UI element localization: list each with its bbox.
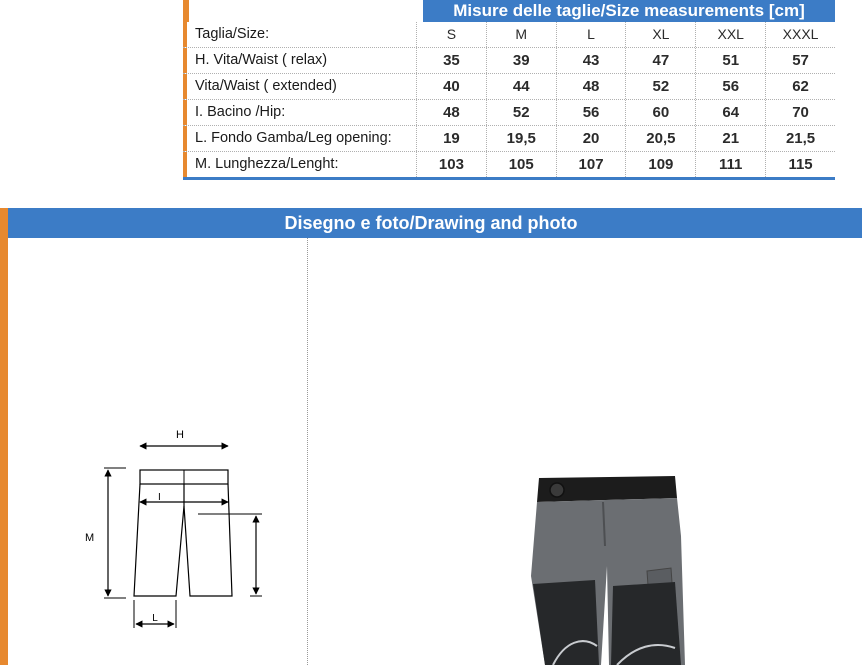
value-cell: 40 bbox=[416, 74, 486, 99]
right-knee-panel bbox=[611, 582, 681, 665]
value-cell: 21,5 bbox=[765, 126, 835, 151]
table-row bbox=[183, 74, 835, 100]
label-h: H bbox=[176, 429, 184, 441]
row-label: Vita/Waist ( extended) bbox=[183, 74, 416, 99]
trousers-photo bbox=[525, 476, 695, 665]
accent-bar bbox=[0, 238, 8, 665]
left-knee-panel bbox=[533, 580, 599, 665]
value-cell: 21 bbox=[695, 126, 765, 151]
size-cell: M bbox=[486, 22, 556, 47]
size-table bbox=[183, 0, 835, 180]
belt-buckle bbox=[550, 483, 564, 497]
value-cell: 57 bbox=[765, 48, 835, 73]
size-cell: XXXL bbox=[765, 22, 835, 47]
row-label: L. Fondo Gamba/Leg opening: bbox=[183, 126, 416, 151]
table-row bbox=[183, 152, 835, 180]
value-cell: 43 bbox=[556, 48, 626, 73]
value-cell: 105 bbox=[486, 152, 556, 177]
trousers-drawing bbox=[70, 416, 270, 646]
value-cell: 19,5 bbox=[486, 126, 556, 151]
table-row bbox=[183, 100, 835, 126]
label-m: M bbox=[85, 532, 95, 544]
size-row bbox=[183, 22, 835, 48]
value-cell: 115 bbox=[765, 152, 835, 177]
value-cell: 44 bbox=[486, 74, 556, 99]
value-cell: 48 bbox=[556, 74, 626, 99]
row-label: Taglia/Size: bbox=[183, 22, 416, 47]
value-cell: 35 bbox=[416, 48, 486, 73]
value-cell: 48 bbox=[416, 100, 486, 125]
size-table-title: Misure delle taglie/Size measurements [cm] bbox=[453, 1, 805, 20]
table-row bbox=[183, 48, 835, 74]
value-cell: 62 bbox=[765, 74, 835, 99]
value-cell: 103 bbox=[416, 152, 486, 177]
value-cell: 39 bbox=[486, 48, 556, 73]
row-label: H. Vita/Waist ( relax) bbox=[183, 48, 416, 73]
section-title: Disegno e foto/Drawing and photo bbox=[284, 213, 578, 233]
label-i: I bbox=[158, 492, 161, 503]
size-cell: XL bbox=[625, 22, 695, 47]
value-cell: 56 bbox=[695, 74, 765, 99]
row-label: M. Lunghezza/Lenght: bbox=[183, 152, 416, 177]
right-leg bbox=[184, 484, 232, 596]
value-cell: 20 bbox=[556, 126, 626, 151]
row-label: I. Bacino /Hip: bbox=[183, 100, 416, 125]
size-cell: XXL bbox=[695, 22, 765, 47]
value-cell: 52 bbox=[625, 74, 695, 99]
value-cell: 56 bbox=[556, 100, 626, 125]
section-header bbox=[0, 208, 862, 238]
value-cell: 51 bbox=[695, 48, 765, 73]
value-cell: 47 bbox=[625, 48, 695, 73]
table-row bbox=[183, 126, 835, 152]
size-cell: L bbox=[556, 22, 626, 47]
value-cell: 109 bbox=[625, 152, 695, 177]
value-cell: 19 bbox=[416, 126, 486, 151]
label-l: L bbox=[152, 613, 158, 624]
value-cell: 60 bbox=[625, 100, 695, 125]
value-cell: 64 bbox=[695, 100, 765, 125]
value-cell: 107 bbox=[556, 152, 626, 177]
value-cell: 111 bbox=[695, 152, 765, 177]
drawing-photo-section bbox=[0, 208, 862, 665]
value-cell: 52 bbox=[486, 100, 556, 125]
size-cell: S bbox=[416, 22, 486, 47]
value-cell: 70 bbox=[765, 100, 835, 125]
size-table-header bbox=[183, 0, 835, 22]
column-divider bbox=[307, 238, 308, 665]
value-cell: 20,5 bbox=[625, 126, 695, 151]
